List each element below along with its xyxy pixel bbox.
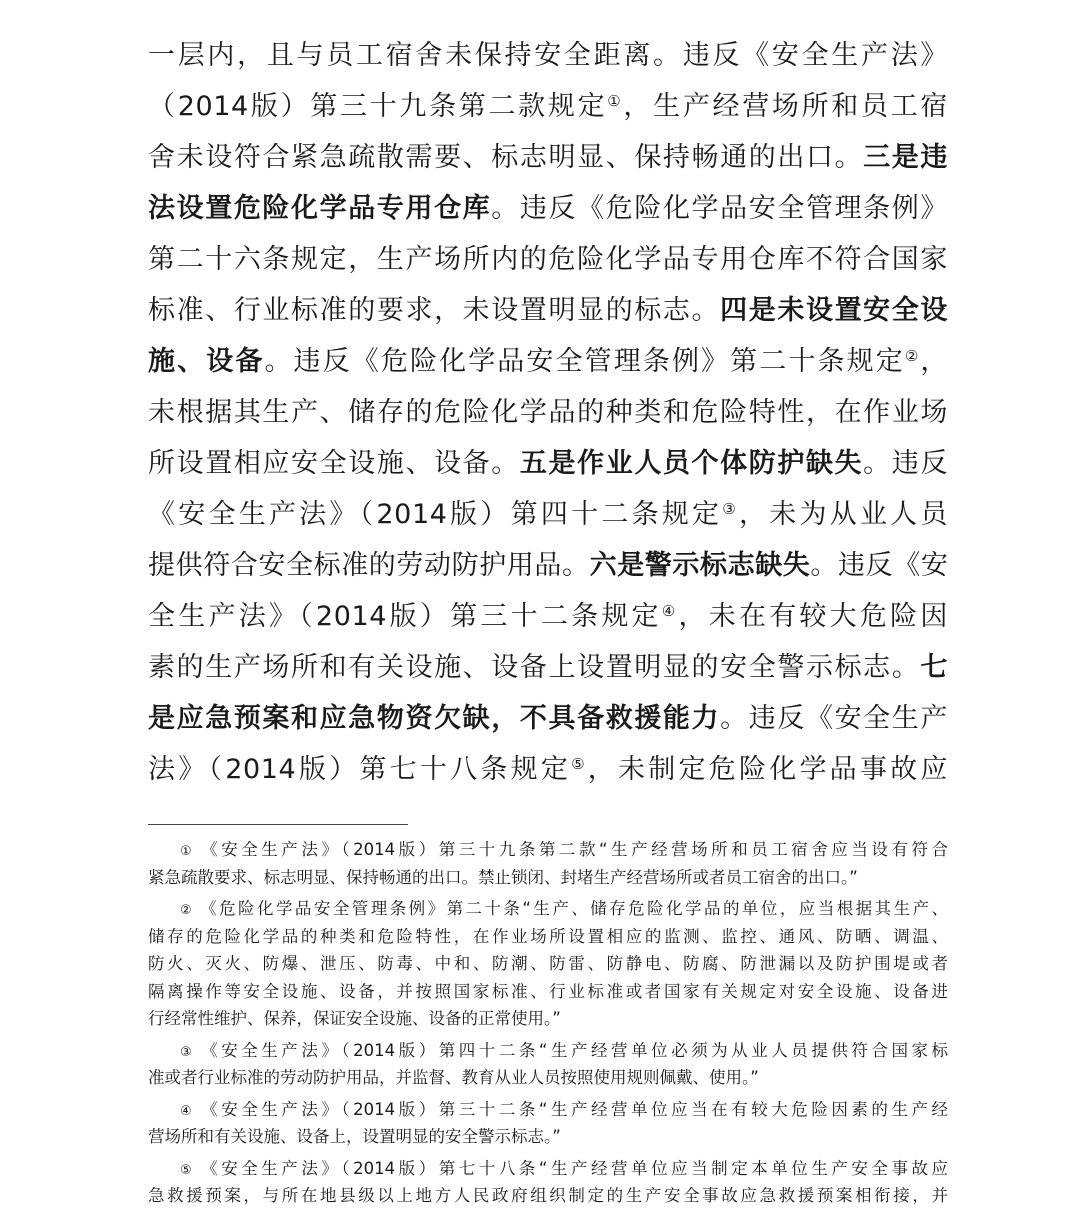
body-text-span: 法》（2014版）第七十八条规定 — [148, 754, 572, 785]
footnote-marker: ② — [180, 903, 195, 918]
footnote-reference: ① — [607, 92, 624, 110]
footnote-reference: ③ — [722, 500, 739, 518]
footnote-divider — [148, 824, 408, 825]
bold-heading-text: 施、设备 — [148, 346, 265, 377]
footnote — [148, 1037, 948, 1092]
footnote-text: 防火、灭火、防爆、泄压、防毒、中和、防潮、防雷、防静电、防腐、防泄漏以及防护围堤或者 — [148, 954, 948, 973]
body-text — [148, 30, 948, 795]
footnote-line — [148, 950, 948, 978]
footnote-reference: ② — [904, 347, 921, 365]
footnote-text: 营场所和有关设施、设备上，设置明显的安全警示标志。” — [148, 1127, 561, 1146]
footnote — [148, 1096, 948, 1151]
bold-heading-text: 五是作业人员个体防护缺失 — [519, 448, 864, 479]
footnote-text: 《危险化学品安全管理条例》第二十条“生产、储存危险化学品的单位，应当根据其生产、 — [200, 899, 948, 918]
body-line — [148, 438, 948, 489]
footnotes — [148, 836, 948, 1214]
body-text-span: 未根据其生产、储存的危险化学品的种类和危险特性，在作业场 — [148, 397, 948, 428]
footnote-marker: ③ — [180, 1044, 196, 1060]
body-line — [148, 591, 948, 642]
body-line — [148, 336, 948, 387]
footnote-line — [148, 836, 948, 864]
footnote-text: 《安全生产法》（2014版）第三十九条第二款“生产经营场所和员工宿舍应当设有符合 — [201, 840, 948, 859]
footnote-text: 储存的危险化学品的种类和危险特性，在作业场所设置相应的监测、监控、通风、防晒、调温、 — [148, 926, 948, 946]
bold-heading-text: 七 — [920, 652, 948, 683]
footnote-text: 《安全生产法》（2014版）第三十二条“生产经营单位应当在有较大危险因素的生产经 — [201, 1099, 948, 1119]
body-line — [148, 30, 948, 81]
body-text-span: 标准、行业标准的要求，未设置明显的标志。 — [148, 295, 721, 326]
body-text-span: 第二十六条规定，生产场所内的危险化学品专用仓库不符合国家 — [148, 244, 948, 275]
footnote-line — [148, 1123, 948, 1151]
footnote-line — [148, 978, 948, 1006]
bold-heading-text: 三是违 — [863, 142, 949, 173]
body-text-span: 提供符合安全标准的劳动防护用品。 — [148, 550, 590, 581]
body-text-span: 。违反《危险化学品安全管理条例》第二十条规定 — [264, 346, 905, 377]
body-text-span: 。违反《安 — [810, 550, 949, 581]
body-line — [148, 285, 948, 336]
footnote-line — [148, 895, 948, 923]
footnote-text: 隔离操作等安全设施、设备，并按照国家标准、行业标准或者国家有关规定对安全设施、设备进 — [148, 981, 948, 1001]
body-text-span: 。违反《安全生产 — [720, 703, 948, 734]
body-line — [148, 234, 948, 285]
body-line — [148, 693, 948, 744]
body-text-span: 。违反 — [863, 448, 948, 479]
footnote-line — [148, 1096, 948, 1124]
footnote-reference: ④ — [661, 602, 679, 620]
footnote-line — [148, 864, 948, 892]
body-text-span: ，未在有较大危险因 — [678, 601, 948, 632]
footnote-text: 《安全生产法》（2014版）第四十二条“生产经营单位必须为从业人员提供符合国家标 — [201, 1040, 948, 1060]
body-line — [148, 81, 948, 132]
footnote-text: 行经常性维护、保养，保证安全设施、设备的正常使用。” — [148, 1009, 561, 1028]
footnote-text: 紧急疏散要求、标志明显、保持畅通的出口。禁止锁闭、封堵生产经营场所或者员工宿舍的出口。” — [148, 867, 858, 887]
footnote-marker: ① — [180, 844, 196, 859]
footnote-line — [148, 1037, 948, 1065]
bold-heading-text: 四是未设置安全设 — [720, 295, 948, 326]
footnote-line — [148, 1064, 948, 1092]
body-line — [148, 540, 948, 591]
body-line — [148, 642, 948, 693]
body-line — [148, 132, 948, 183]
body-text-span: （2014版）第三十九条第二款规定 — [148, 91, 608, 122]
body-text-span: 舍未设符合紧急疏散需要、标志明显、保持畅通的出口。 — [148, 142, 864, 173]
footnote-line — [148, 1155, 948, 1183]
footnote — [148, 895, 948, 1033]
footnote-text: 急救援预案，与所在地县级以上地方人民政府组织制定的生产安全事故应急救援预案相衔接，并 — [148, 1186, 948, 1205]
body-text-span: 《安全生产法》（2014版）第四十二条规定 — [148, 499, 723, 530]
footnote-text: 《安全生产法》（2014版）第七十八条“生产经营单位应当制定本单位生产安全事故应 — [201, 1158, 948, 1178]
body-line — [148, 387, 948, 438]
bold-heading-text: 是应急预案和应急物资欠缺，不具备救援能力 — [148, 703, 721, 734]
footnote — [148, 1155, 948, 1210]
body-text-span: 所设置相应安全设施、设备。 — [148, 448, 520, 479]
footnote-reference: ⑤ — [571, 755, 588, 773]
body-text-span: 全生产法》（2014版）第三十二条规定 — [148, 601, 662, 632]
footnote — [148, 836, 948, 891]
footnote-text: 准或者行业标准的劳动防护用品，并监督、教育从业人员按照使用规则佩戴、使用。” — [148, 1068, 759, 1087]
bold-heading-text: 六是警示标志缺失 — [589, 550, 811, 581]
body-text-span: 。违反《危险化学品安全管理条例》 — [491, 193, 949, 224]
footnote-line — [148, 1182, 948, 1210]
footnote-line — [148, 923, 948, 951]
body-text-span: ， — [920, 346, 948, 377]
body-line — [148, 744, 948, 795]
body-text-span: ，生产经营场所和员工宿 — [623, 91, 948, 122]
body-text-span: ，未制定危险化学品事故应 — [587, 754, 948, 785]
body-text-span: 一层内，且与员工宿舍未保持安全距离。违反《安全生产法》 — [148, 40, 948, 71]
footnote-marker: ④ — [180, 1103, 196, 1119]
footnote-marker: ⑤ — [180, 1162, 196, 1178]
footnote-line — [148, 1005, 948, 1033]
bold-heading-text: 法设置危险化学品专用仓库 — [148, 193, 492, 224]
body-line — [148, 183, 948, 234]
body-line — [148, 489, 948, 540]
body-text-span: 素的生产场所和有关设施、设备上设置明显的安全警示标志。 — [148, 652, 921, 683]
body-text-span: ，未为从业人员 — [738, 499, 948, 530]
